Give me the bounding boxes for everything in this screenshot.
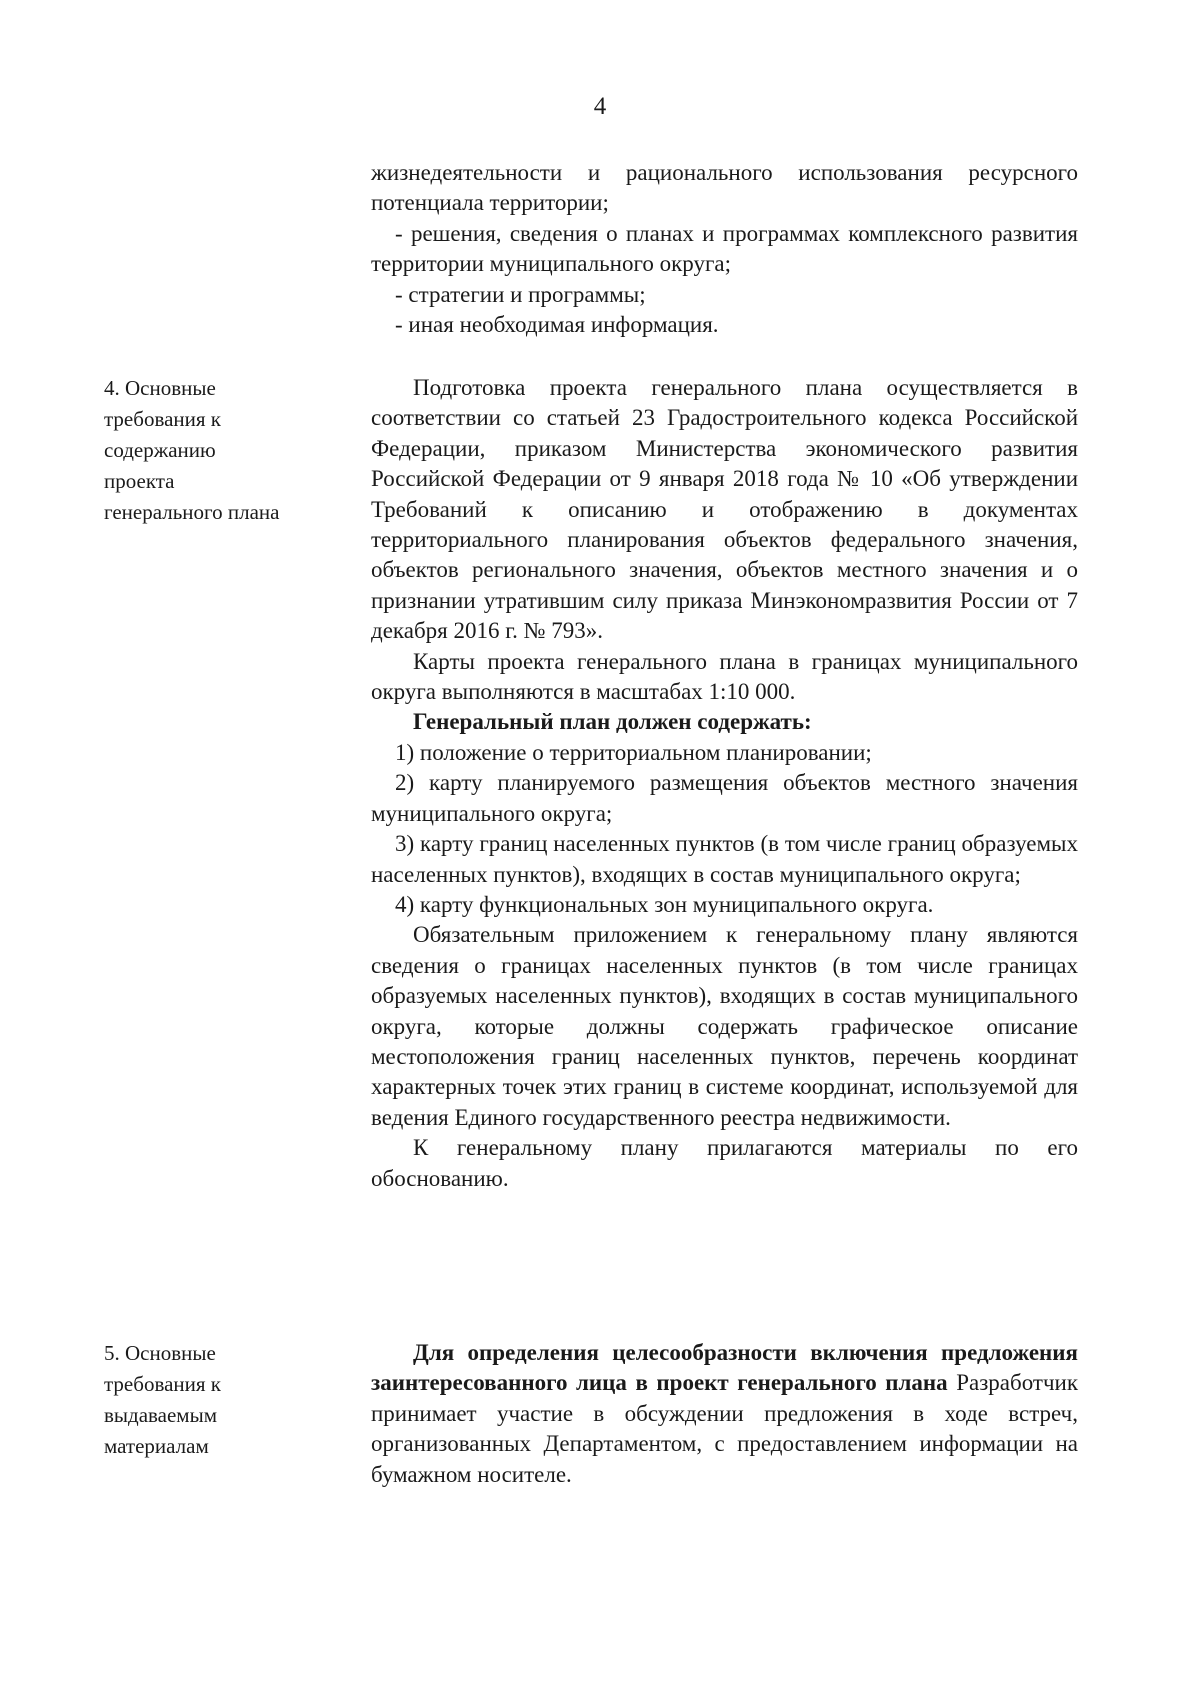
section-4-label-line: требования к	[104, 407, 221, 431]
section-5-label-line: 5. Основные	[104, 1341, 216, 1365]
section-5-content	[371, 1338, 1078, 1490]
section-4-materials: К генеральному плану прилагаются материалы по его обоснованию.	[371, 1135, 1078, 1191]
section-4-maps: Карты проекта генерального плана в границах муниципального округа выполняются в масштабах 1:10 000.	[371, 648, 1078, 705]
section-5-label	[104, 1338, 344, 1462]
section-4-label-line: генерального плана	[104, 500, 280, 524]
section-4-list-item: 2) карту планируемого размещения объектов местного значения муниципального округа;	[371, 770, 1078, 826]
section-4-appendix: Обязательным приложением к генеральному плану являются сведения о границах населенных пунктов (в том числе границах образуемых населенных пунктов), входящих в состав муниципального округа, которые должны содержать графическое описание местоположения границ населенных пунктов, перечень координат характерных точек этих границ в системе координат, используемой для ведения Единого государственного реестра недвижимости.	[371, 922, 1078, 1130]
section-4-label-line: 4. Основные	[104, 376, 216, 400]
section-5-label-line: требования к	[104, 1372, 221, 1396]
section-4-content	[371, 373, 1078, 1194]
section-5-label-line: выдаваемым	[104, 1403, 217, 1427]
continuation-paragraph: - стратегии и программы;	[395, 281, 646, 307]
section-4-intro: Подготовка проекта генерального плана осуществляется в соответствии со статьей 23 Градостроительного кодекса Российской Федерации, приказом Министерства экономического развития Российской Федерации от 9 января 2018 года № 10 «Об утверждении Требований к описанию и отображению в документах территориального планирования объектов федерального значения, объектов регионального значения, объектов местного значения и о признании утратившим силу приказа Минэкономразвития России от 7 декабря 2016 г. № 793».	[371, 375, 1078, 644]
section-4-label	[104, 373, 344, 528]
section-5-label-line: материалам	[104, 1434, 209, 1458]
section-4-heading: Генеральный план должен содержать:	[413, 709, 812, 735]
section-4-list-item: 3) карту границ населенных пунктов (в том числе границ образуемых населенных пунктов), входящих в состав муниципального округа;	[371, 831, 1078, 887]
section-4-label-line: проекта	[104, 469, 175, 493]
continuation-content	[371, 158, 1078, 340]
section-5-bold-text: Для определения целесообразности включения предложения заинтересованного лица в проект генерального плана	[371, 1340, 1078, 1396]
section-4-list-item: 1) положение о территориальном планировании;	[395, 739, 872, 765]
page-number: 4	[593, 93, 607, 120]
continuation-paragraph: - решения, сведения о планах и программах комплексного развития территории муниципального округа;	[371, 220, 1078, 277]
section-4-label-line: содержанию	[104, 438, 216, 462]
section-4-list-item: 4) карту функциональных зон муниципального округа.	[395, 891, 934, 917]
continuation-paragraph: - иная необходимая информация.	[395, 312, 719, 338]
section-5-paragraph	[371, 1338, 1078, 1490]
continuation-paragraph: жизнедеятельности и рационального использования ресурсного потенциала территории;	[371, 160, 1078, 216]
section-5-regular-text: Разработчик принимает участие в обсуждении предложения в ходе встреч, организованных Департаментом, с предоставлением информации на бумажном носителе.	[371, 1370, 1079, 1487]
